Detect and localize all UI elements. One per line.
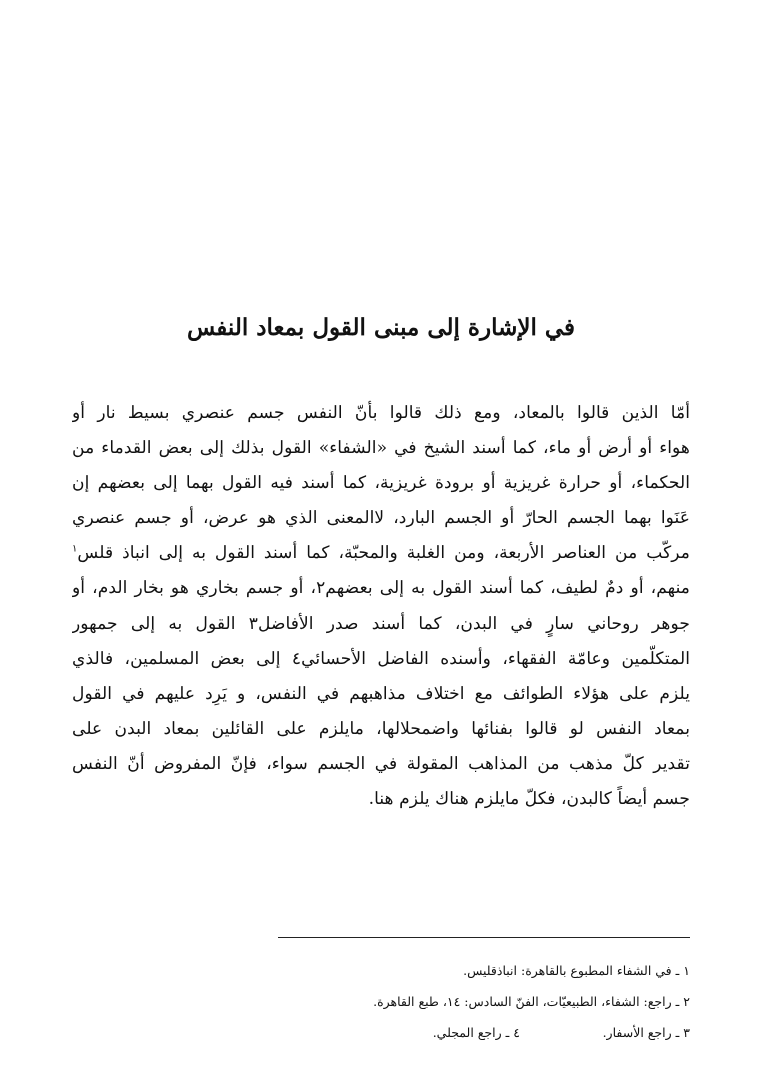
- paragraph-line: المتكلّمين وعامّة الفقهاء، وأسنده الفاضل الأحسائي٤ إلى بعض المسلمين، فالذي: [72, 648, 690, 669]
- paragraph-line: عَنَوا بهما الجسم الحارّ أو الجسم البارد، لاالمعنى الذي هو عرض، أو جسم عنصري: [72, 508, 690, 529]
- footnote-3: ٣ ـ راجع الأسفار.: [602, 1025, 690, 1040]
- footnotes: [250, 955, 690, 1048]
- footnote-ref[interactable]: ١: [72, 543, 78, 555]
- paragraph-line: جسم أيضاً كالبدن، فكلّ مايلزم هناك يلزم هنا.: [368, 789, 690, 810]
- footnote-4: ٤ ـ راجع المجلي.: [432, 1025, 520, 1040]
- footnote-1: ١ ـ في الشفاء المطبوع بالقاهرة: انباذقليس.: [463, 963, 690, 978]
- main-paragraph: [72, 396, 690, 817]
- paragraph-line: مركّب من العناصر الأربعة، ومن الغلبة والمحبّة، كما أسند القول به إلى انباذ قلس$^١$: [72, 543, 690, 564]
- paragraph-line: تقدير كلّ مذهب من المذاهب المقولة في الجسم سواء، فإنّ المفروض أنّ النفس: [72, 753, 690, 774]
- paragraph-line: يلزم على هؤلاء الطوائف مع اختلاف مذاهبهم في النفس، و يَرِد عليهم في القول: [72, 683, 690, 704]
- paragraph-line: جوهر روحاني سارٍ في البدن، كما أسند صدر الأفاضل٣ القول به إلى جمهور: [72, 613, 690, 634]
- paragraph-line: الحكماء، أو حرارة غريزية أو برودة غريزية، كما أسند فيه القول بهما إلى بعضهم إن: [72, 473, 690, 494]
- footnote-row-3-4: [250, 1017, 690, 1048]
- paragraph-line: منهم، أو دمٌ لطيف، كما أسند القول به إلى بعضهم٢، أو جسم بخاري هو بخار الدم، أو: [72, 578, 690, 599]
- footnote-divider: [278, 937, 690, 938]
- footnote-2: ٢ ـ راجع: الشفاء، الطبيعيّات، الفنّ السادس: ١٤، طبع القاهرة.: [373, 994, 690, 1009]
- paragraph-line: أمّا الذين قالوا بالمعاد، ومع ذلك قالوا بأنّ النفس جسم عنصري بسيط نار أو: [72, 403, 690, 423]
- paragraph-line: هواء أو أرض أو ماء، كما أسند الشيخ في «الشفاء» القول بذلك إلى بعض القدماء من: [72, 438, 690, 459]
- paragraph-line: بمعاد النفس لو قالوا بفنائها واضمحلالها، مايلزم على القائلين بمعاد البدن على: [72, 718, 690, 739]
- section-title: في الإشارة إلى مبنى القول بمعاد النفس: [186, 314, 576, 341]
